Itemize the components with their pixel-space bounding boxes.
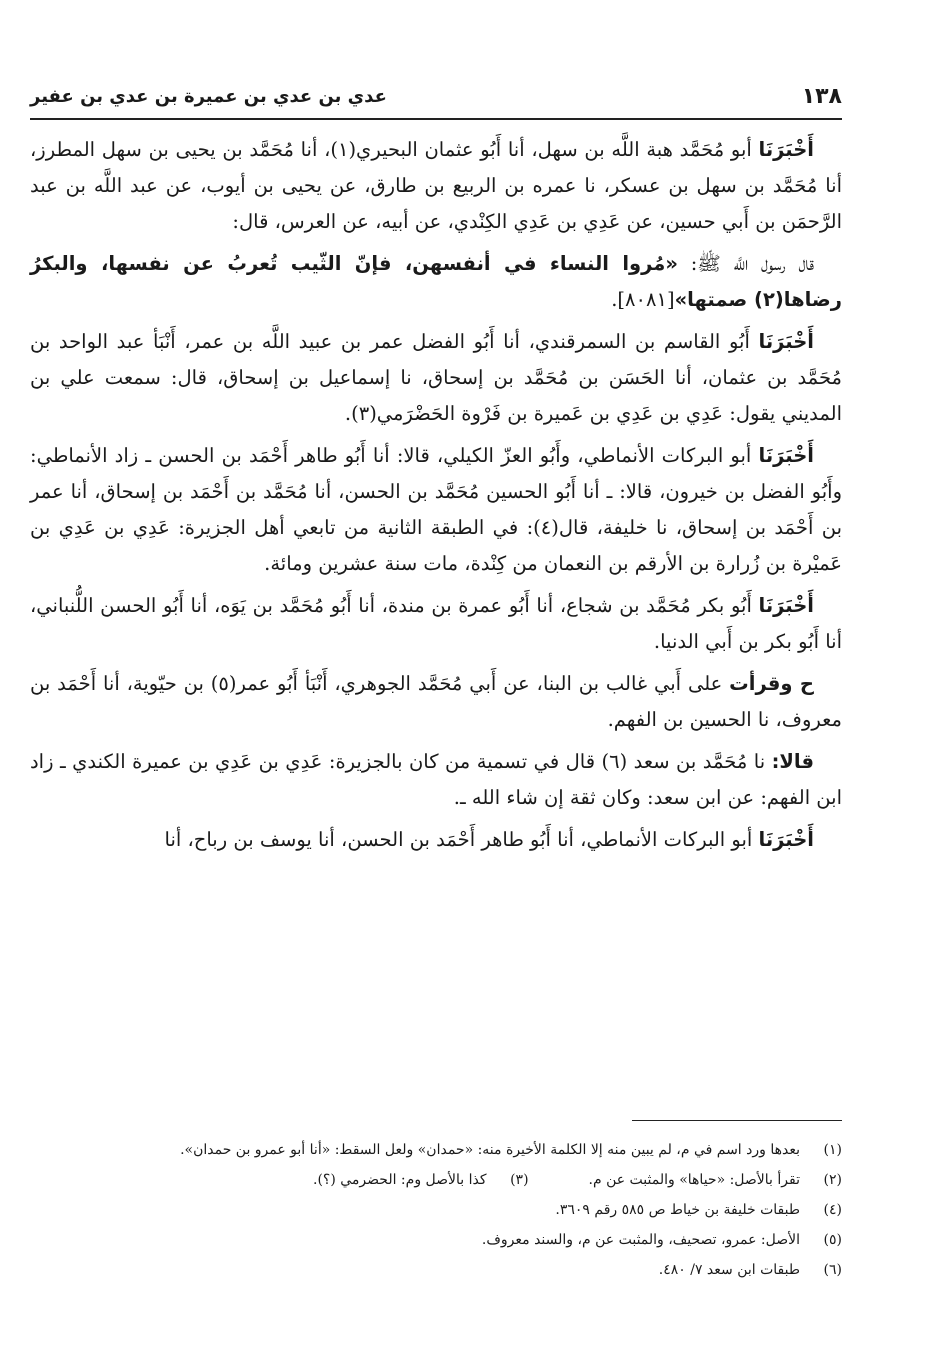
paragraph-text: أبو البركات الأنماطي، وأَبُو العزّ الكيلي، قالا: أنا أَبُو طاهر أَحْمَد بن الحسن ـ زاد الأنماطي: وأَبُو الفضل بن خيرون، قالا: ـ أنا أَبُو الحسين مُحَمَّد بن الحسن، أنا مُحَمَّد بن أَحْمَد بن إسحاق، أنا عمر بن أَحْمَد بن إسحاق، نا خليفة، قال(٤): في الطبقة الثانية من تابعي أهل الجزيرة: عَدِي بن عَدِي بن عَميْرة بن زُرارة بن الأرقم بن النعمان من كِنْدة، مات سنة عشرين ومائة. — [30, 444, 842, 575]
paragraph-lead: أَخْبَرَنَا — [758, 138, 814, 161]
body-text — [30, 132, 842, 864]
footnote-number: (١) — [823, 1142, 842, 1158]
paragraph — [30, 438, 842, 582]
paragraph — [30, 744, 842, 816]
paragraph-lead: أَخْبَرَنَا — [758, 444, 814, 467]
paragraph-text: أبو مُحَمَّد هبة اللَّه بن سهل، أنا أَبُو عثمان البحيري(١)، أنا مُحَمَّد بن يحيى بن سهل المطرز، أنا مُحَمَّد بن سهل بن عسكر، نا عمره بن الربيع بن طارق، عن يحيى بن أيوب، عن عبد اللَّه بن عبد الرَّحمَن بن أَبي حسين، عن عَدِي بن عَدِي الكِنْدي، عن أبيه، عن العرس، قال: — [30, 138, 842, 233]
paragraph-text: أَبُو بكر مُحَمَّد بن شجاع، أنا أَبُو عمرة بن مندة، أنا أَبُو مُحَمَّد بن يَوَه، أنا أَبُو الحسن اللُّنباني، أنا أَبُو بكر بن أَبي الدنيا. — [30, 594, 842, 653]
paragraph-text: أبو البركات الأنماطي، أنا أَبُو طاهر أَحْمَد بن الحسن، أنا يوسف بن رباح، أنا — [164, 828, 759, 851]
footnote — [30, 1255, 842, 1285]
page-header — [30, 82, 842, 120]
footnotes — [30, 1135, 842, 1285]
paragraph — [30, 324, 842, 432]
footnote-divider — [632, 1120, 842, 1121]
paragraph-lead: أَخْبَرَنَا — [758, 330, 814, 353]
footnote — [30, 1225, 842, 1255]
running-title: عدي بن عدي بن عميرة بن عدي بن عفير — [30, 86, 387, 107]
footnote — [589, 1165, 842, 1195]
paragraph-text: نا مُحَمَّد بن سعد (٦) قال في تسمية من كان بالجزيرة: عَدِي بن عَدِي بن عميرة الكندي ـ زاد ابن الفهم: عن ابن سعد: وكان ثقة إن شاء الله ـ. — [30, 750, 842, 809]
footnote-text: طبقات خليفة بن خياط ص ٥٨٥ رقم ٣٦٠٩. — [555, 1202, 800, 1218]
footnote — [313, 1165, 529, 1195]
footnote-number: (٤) — [823, 1202, 842, 1218]
paragraph — [30, 666, 842, 738]
footnote-text: كذا بالأصل وم: الحضرمي (؟). — [313, 1172, 487, 1188]
footnote-number: (٣) — [510, 1172, 529, 1188]
paragraph-lead: أَخْبَرَنَا — [758, 594, 814, 617]
footnote — [30, 1195, 842, 1225]
paragraph — [30, 588, 842, 660]
paragraph-lead: قالا: — [771, 750, 814, 773]
hadith-text: «مُروا النساء في أنفسهن، فإنّ الثّيب تُعربُ عن نفسها، والبكرُ رضاها(٢) صمتها» — [30, 252, 842, 311]
footnote-number: (٥) — [823, 1232, 842, 1248]
hadith-suffix: [٨٠٨١]. — [611, 288, 675, 311]
paragraph-text: أَبُو القاسم بن السمرقندي، أنا أَبُو الفضل عمر بن عبيد اللَّه بن عمر، أَنْبَأ عبد الواحد بن مُحَمَّد بن عثمان، أنا الحَسَن بن مُحَمَّد بن إسحاق، نا إسماعيل بن إسحاق، قال: سمعت علي بن المديني يقول: عَدِي بن عَدِي بن عَميرة بن فَرْوة الحَضْرَمي(٣). — [30, 330, 842, 425]
footnote-number: (٢) — [823, 1172, 842, 1188]
footnote — [30, 1135, 842, 1165]
footnote-text: الأصل: عمرو، تصحيف، والمثبت عن م، والسند معروف. — [481, 1232, 800, 1248]
hadith-paragraph — [30, 246, 842, 318]
footnote-number: (٦) — [823, 1262, 842, 1278]
footnote-row — [30, 1165, 842, 1195]
footnote-text: بعدها ورد اسم في م، لم يبين منه إلا الكلمة الأخيرة منه: «حمدان» ولعل السقط: «أنا أبو عمرو بن حمدان». — [180, 1142, 800, 1158]
paragraph-lead: ح وقرأت — [729, 672, 814, 695]
hadith-prefix: قال رسول اللَّه ﷺ: — [677, 252, 814, 275]
paragraph — [30, 822, 842, 858]
paragraph — [30, 132, 842, 240]
footnote-text: طبقات ابن سعد ٧/ ٤٨٠. — [658, 1262, 800, 1278]
footnote-text: تقرأ بالأصل: «حياها» والمثبت عن م. — [588, 1172, 800, 1188]
paragraph-lead: أَخْبَرَنَا — [758, 828, 814, 851]
page-number: ١٣٨ — [801, 84, 842, 109]
paragraph-text: على أَبي غالب بن البنا، عن أَبي مُحَمَّد الجوهري، أَنْبَأ أَبُو عمر(٥) بن حيّوية، أنا أَحْمَد بن معروف، نا الحسين بن الفهم. — [30, 672, 842, 731]
